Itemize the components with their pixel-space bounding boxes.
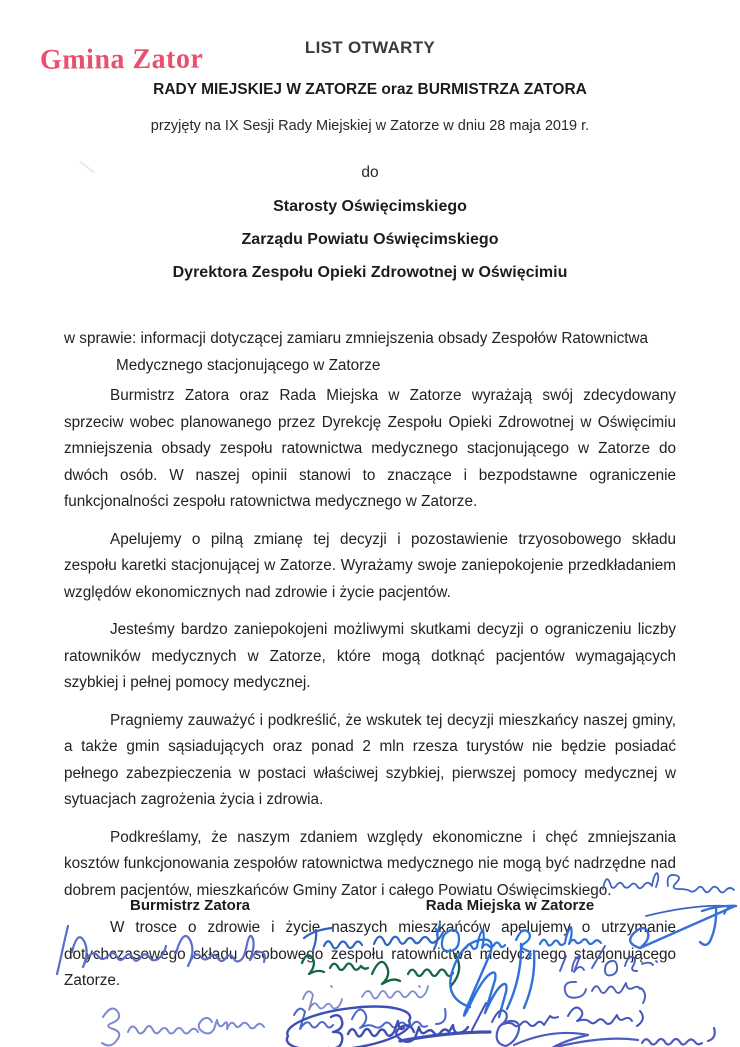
signature-council-member-9: [497, 1021, 715, 1047]
subject-line-1: w sprawie: informacji dotyczącej zamiaru zmniejszenia obsady Zespołów Ratownictwa: [64, 330, 649, 347]
addressee-starosta: Starosty Oświęcimskiego: [273, 198, 467, 215]
letter-subtitle: RADY MIEJSKIEJ W ZATORZE oraz BURMISTRZA ZATORA: [153, 81, 587, 98]
letter-title: LIST OTWARTY: [304, 38, 436, 57]
addressee-zarzad-powiatu: Zarządu Powiatu Oświęcimskiego: [241, 231, 499, 248]
addressee-intro: do: [361, 164, 379, 181]
subject-block: [64, 325, 654, 379]
signature-council-member-7-circle: [287, 1007, 490, 1047]
paragraph-4: Pragniemy zauważyć i podkreślić, że wskutek tej decyzji mieszkańcy naszej gminy, a także gmin sąsiadujących oraz ponad 2 mln rzesza turystów nie będzie posiadać pełnego zabezpieczenia w postaci właściwej szybkiej, pierwszej pomocy medycznej w sytuacjach zagrożenia życia i zdrowia.: [64, 711, 676, 808]
gmina-zator-logo: Gmina Zator: [39, 43, 204, 76]
paragraph-2: Apelujemy o pilną zmianę tej decyzji i pozostawienie trzyosobowego składu zespołu karetki stacjonującej w Zatorze. Wyrażamy swoje zaniepokojenie przedkładaniem względów ekonomicznych nad zdrowie i życie pacjentów.: [64, 530, 676, 601]
paragraph-6: W trosce o zdrowie i życie naszych mieszkańców apelujemy o utrzymanie dotychczasowego składu osobowego zespołu ratownictwa medycznego stacjonującego Zatorze.: [64, 919, 676, 989]
signature-header-burmistrz: Burmistrz Zatora: [129, 897, 251, 914]
adoption-line: przyjęty na IX Sesji Rady Miejskiej w Zatorze w dniu 28 maja 2019 r.: [150, 118, 590, 134]
signature-barbara-gotola: [102, 1008, 264, 1045]
signature-council-member-8: [472, 1003, 643, 1030]
paragraph-1: Burmistrz Zatora oraz Rada Miejska w Zatorze wyrażają swój zdecydowany sprzeciw wobec planowanego przez Dyrekcję Zespołu Opieki Zdrowotnej w Oświęcimiu zmniejszenia obsady zespołu ratownictwa medycznego stacjonującego w Zatorze do dwóch osób. W naszej opinii stanowi to znaczące i bezpodstawne ograniczenie funkcjonalności zespołu ratownictwa medycznego w Zatorze.: [64, 387, 676, 510]
paragraph-3: Jesteśmy bardzo zaniepokojeni możliwymi skutkami decyzji o ograniczeniu liczby ratowników medycznych w Zatorze, które mogą dotknąć pacjentów wymagających szybkiej i pełnej pomocy medycznej.: [64, 621, 676, 691]
signature-council-member-4: [294, 1009, 446, 1029]
addressee-dyrektor-zoz: Dyrektora Zespołu Opieki Zdrowotnej w Oświęcimiu: [172, 264, 568, 281]
signature-header-rada: Rada Miejska w Zatorze: [425, 897, 595, 914]
subject-line-2: Medycznego stacjonującego w Zatorze: [116, 357, 381, 374]
paragraph-5: Podkreślamy, że naszym zdaniem względy ekonomiczne i chęć zmniejszania kosztów funkcjonowania zespołów ratownictwa medycznego nie mogą być nadrzędne nad dobrem pacjentów, mieszkańców Gminy Zator i całego Powiatu Oświęcimskiego.: [64, 828, 676, 899]
